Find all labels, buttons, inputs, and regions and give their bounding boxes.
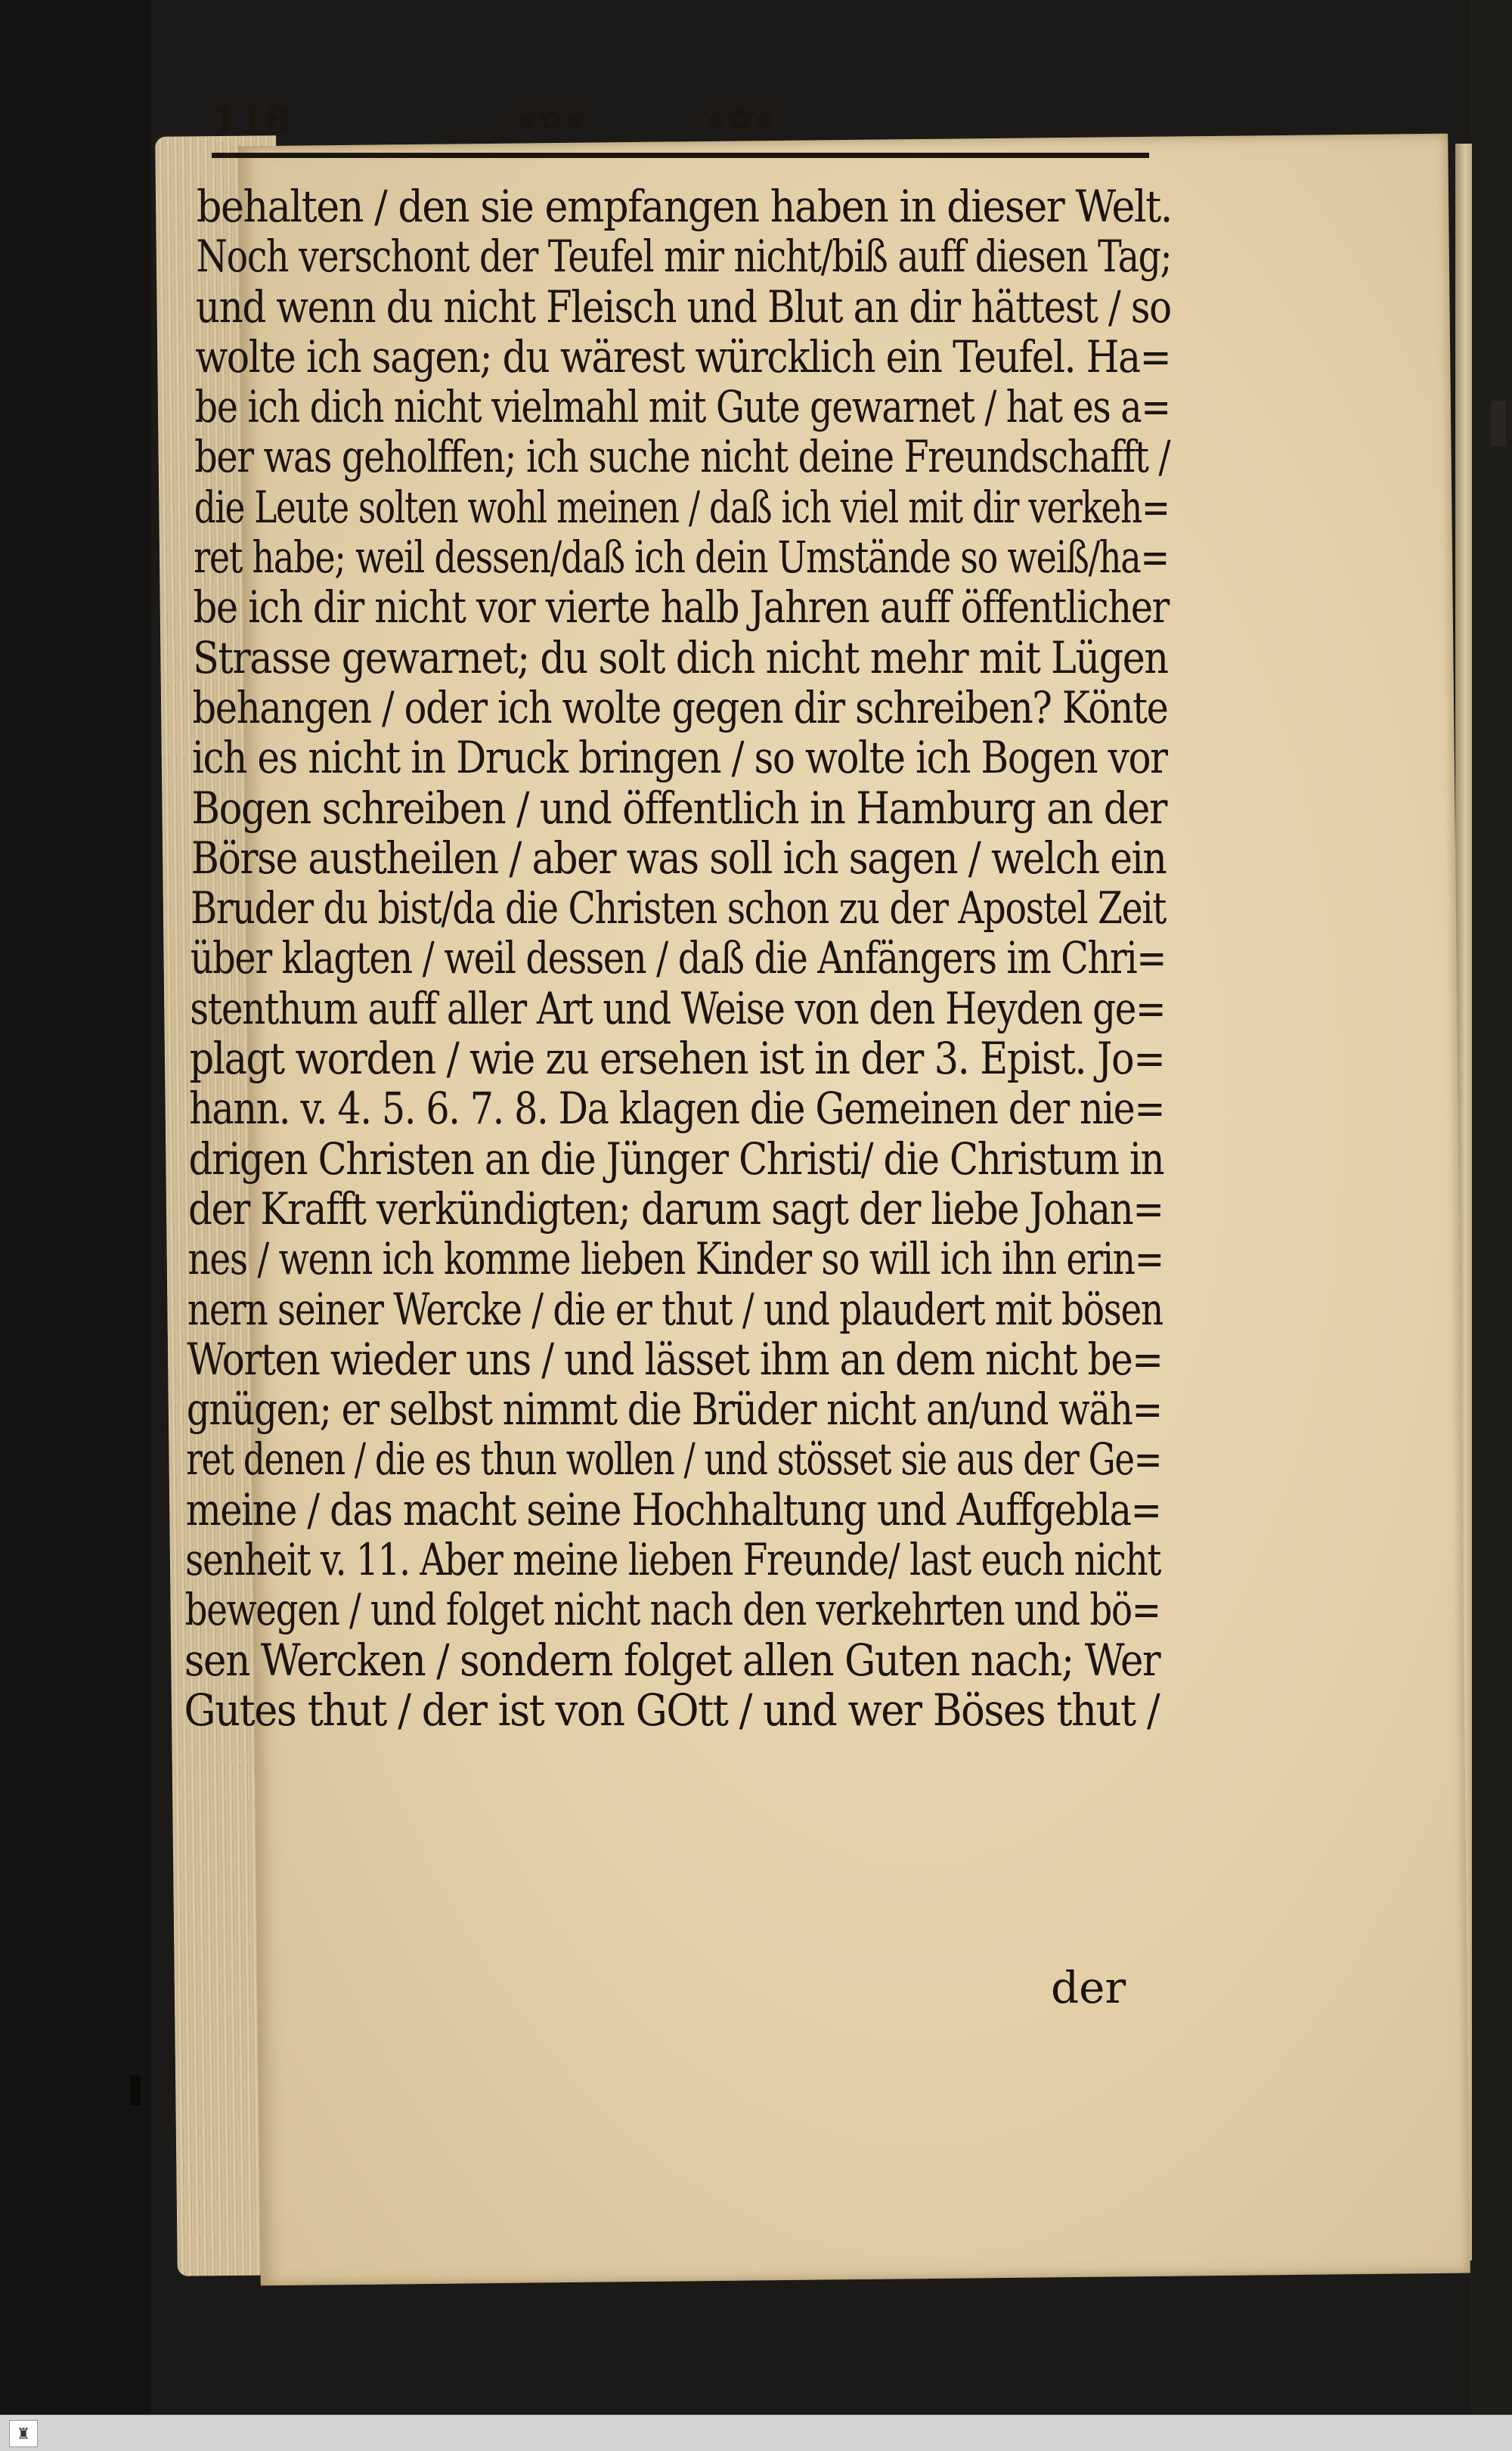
text-line: und wenn du nicht Fleisch und Blut an dir hättest / so: [195, 280, 1171, 333]
ornament-left-icon: ·❦✿❦·: [507, 103, 594, 138]
scan-background-left: [0, 0, 151, 2415]
text-line: Strasse gewarnet; du solt dich nicht mehr mit Lügen: [193, 631, 1168, 683]
library-logo-icon: ♜: [9, 2420, 38, 2447]
text-line: ich es nicht in Druck bringen / so wolte ich Bogen vor: [191, 732, 1167, 784]
body-text: [184, 181, 1172, 1736]
scan-background-right: [1470, 0, 1512, 2415]
binding-mark: [130, 2075, 141, 2106]
text-line: gnügen; er selbst nimmt die Brüder nicht an/und wäh=: [186, 1384, 1162, 1436]
text-line: Bogen schreiben / und öffentlich in Hamburg an der: [191, 782, 1167, 834]
text-line: Worten wieder uns / und lässet ihm an dem nicht be=: [187, 1333, 1163, 1385]
page-header: [212, 98, 1126, 144]
text-line: Börse austheilen / aber was soll ich sagen / welch ein: [191, 832, 1167, 884]
text-line: bewegen / und folget nicht nach den verkehrten und bö=: [184, 1584, 1160, 1636]
text-line: plagt worden / wie zu ersehen ist in der 3. Epist. Jo=: [189, 1033, 1165, 1085]
text-line: behalten / den sie empfangen haben in dieser Welt.: [197, 181, 1172, 232]
text-line: be ich dir nicht vor vierte halb Jahren auff öffentlicher: [193, 581, 1169, 634]
text-line: Gutes thut / der ist von GOtt / und wer Böses thut /: [184, 1684, 1160, 1736]
text-line: über klagten / weil dessen / daß die Anfängers im Chri=: [190, 932, 1166, 984]
text-line: ber was geholffen; ich suche nicht deine Freundschafft /: [194, 431, 1170, 483]
text-line: stenthum auff aller Art und Weise von den Heyden ge=: [190, 982, 1166, 1034]
text-line: der Krafft verkündigten; darum sagt der liebe Johan=: [188, 1182, 1163, 1235]
text-line: ret denen / die es thun wollen / und stösset sie aus der Ge=: [186, 1433, 1162, 1486]
text-line: wolte ich sagen; du wärest würcklich ein Teufel. Ha=: [195, 330, 1171, 383]
facing-page-shadow: [1491, 401, 1506, 446]
ornament-right-icon: ·❦✿❦·: [696, 103, 783, 138]
text-line: sen Wercken / sondern folget allen Guten nach; Wer: [184, 1634, 1160, 1686]
viewer-footer: [0, 2415, 1512, 2451]
text-line: drigen Christen an die Jünger Christi/ die Christum in: [188, 1133, 1164, 1185]
text-line: nern seiner Wercke / die er thut / und plaudert mit bösen: [187, 1283, 1163, 1335]
text-line: senheit v. 11. Aber meine lieben Freunde/ last euch nicht: [185, 1534, 1161, 1586]
header-rule: [212, 153, 1149, 158]
text-line: die Leute solten wohl meinen / daß ich viel mit dir verkeh=: [194, 481, 1170, 533]
text-line: Bruder du bist/da die Christen schon zu der Apostel Zeit: [191, 882, 1167, 934]
text-line: nes / wenn ich komme lieben Kinder so will ich ihn erin=: [187, 1233, 1163, 1285]
page-number: 118: [212, 98, 291, 143]
text-line: hann. v. 4. 5. 6. 7. 8. Da klagen die Gemeinen der nie=: [189, 1083, 1165, 1135]
text-line: Noch verschont der Teufel mir nicht/biß auff diesen Tag;: [196, 231, 1172, 283]
text-line: ret habe; weil dessen/daß ich dein Umstände so weiß/ha=: [194, 531, 1169, 584]
text-line: meine / das macht seine Hochhaltung und Auffgebla=: [185, 1483, 1161, 1535]
text-line: behangen / oder ich wolte gegen dir schreiben? Könte: [192, 681, 1168, 733]
text-line: be ich dich nicht vielmahl mit Gute gewarnet / hat es a=: [194, 381, 1170, 433]
catchword: der: [1051, 1962, 1126, 2013]
